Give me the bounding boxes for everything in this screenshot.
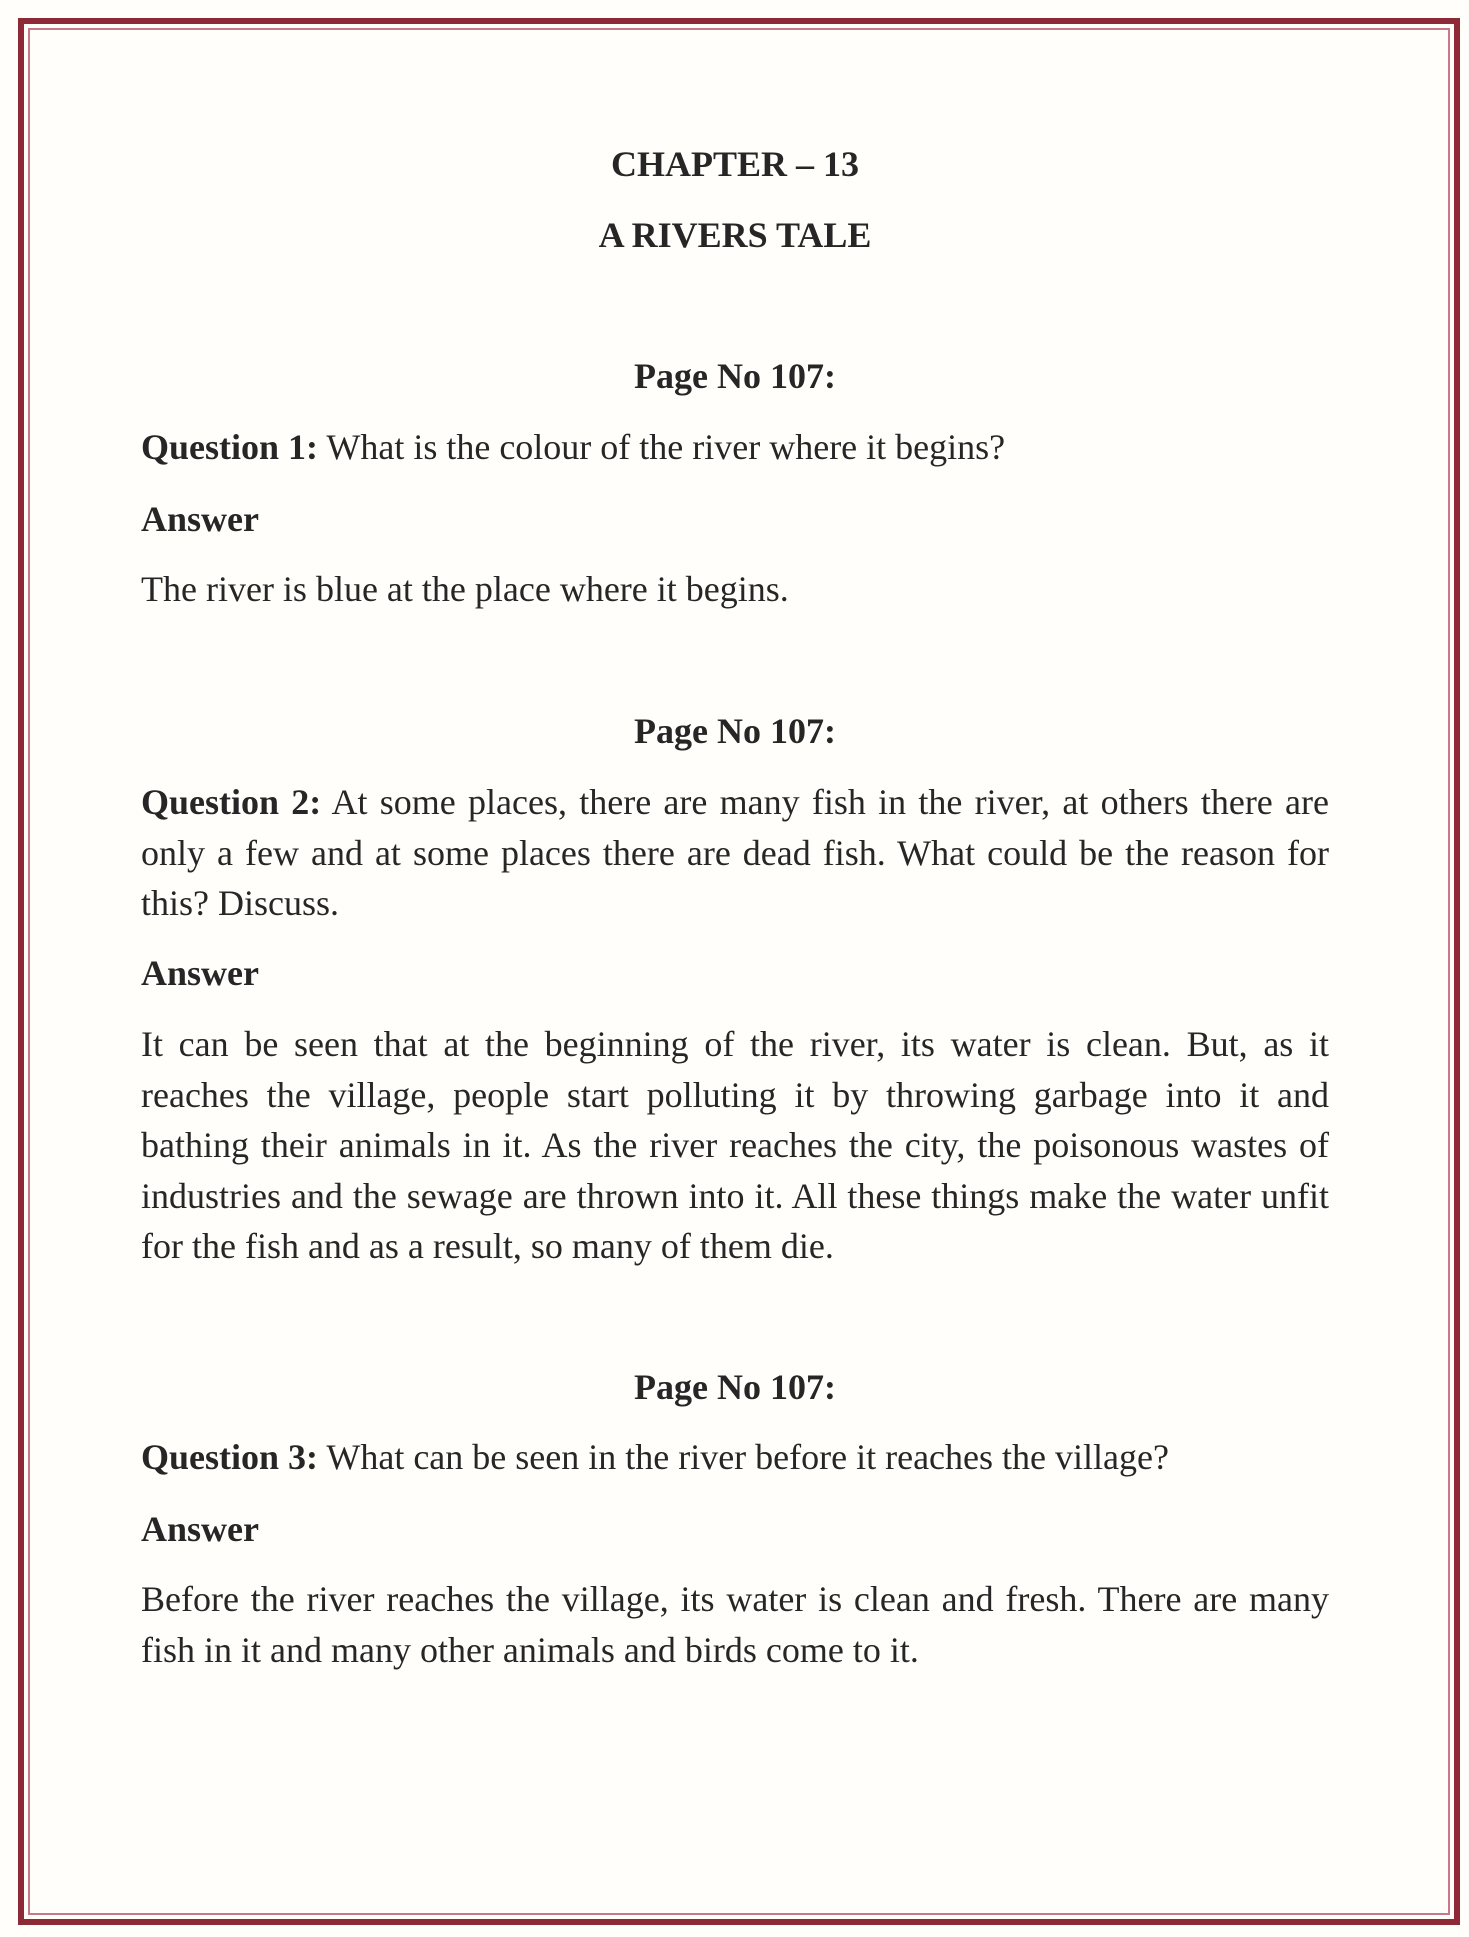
question-2 [141,777,1329,929]
answer-text-1: The river is blue at the place where it begins. [141,569,789,609]
answer-label-1: Answer [141,499,259,539]
answer-label-2: Answer [141,953,259,993]
page-label-3: Page No 107: [634,1367,836,1407]
answer-label-3: Answer [141,1509,259,1549]
question-text: What is the colour of the river where it begins? [318,427,1006,467]
answer-text-2: It can be seen that at the beginning of the river, its water is clean. But, as it reaches the village, people start polluting it by throwing garbage into it and bathing their animals in it. As the river reaches the city, the poisonous wastes of industries and the sewage are thrown into it. All these things make the water unfit for the fish and as a result, so many of them die. [141,1024,1329,1266]
question-label: Question 3: [141,1437,319,1477]
question-3 [141,1432,1329,1483]
page-label-1: Page No 107: [634,356,836,396]
question-text: What can be seen in the river before it reaches the village? [318,1437,1169,1477]
page-label-2: Page No 107: [634,711,836,751]
answer-text-3: Before the river reaches the village, its water is clean and fresh. There are many fish in it and many other animals and birds come to it. [141,1579,1329,1670]
question-label: Question 1: [141,427,319,467]
question-1 [141,422,1329,473]
chapter-heading: CHAPTER – 13 [610,144,859,184]
question-label: Question 2: [141,782,322,822]
chapter-title: A RIVERS TALE [598,215,872,255]
question-text: At some places, there are many fish in the river, at others there are only a few and at some places there are dead fish. What could be the reason for this? Discuss. [141,782,1329,923]
